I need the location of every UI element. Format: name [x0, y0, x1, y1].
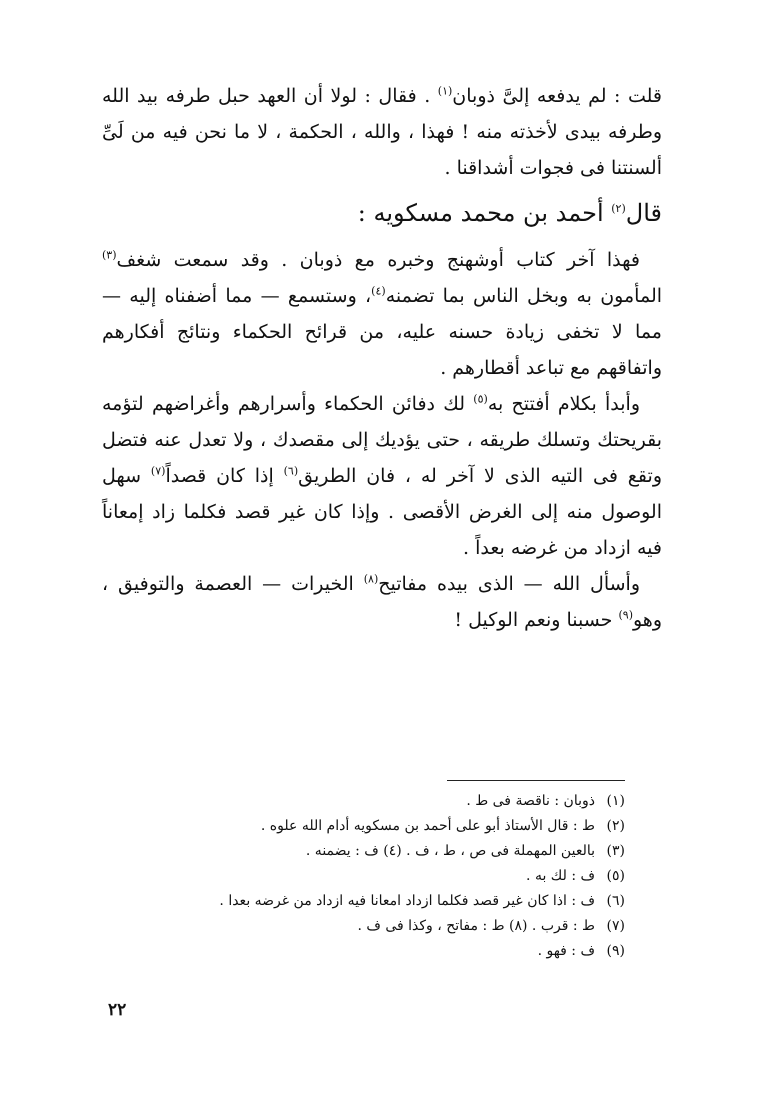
footnote-item — [105, 814, 625, 839]
p3-text-b: لك دفائن الحكماء وأسرارهم وأغراضهم لتؤمه بقريحتك وتسلك طريقه ، حتى يؤديك إلى مقصدك ، ولا تعدل عنه فتضل وتقع فى التيه الذى لا آخر له ، فان الطريق — [102, 393, 662, 487]
paragraph-1 — [102, 78, 662, 186]
footnote-text: ذوبان : ناقصة فى ط . — [466, 793, 595, 809]
footnote-number: (٣) — [606, 843, 625, 859]
p3-text-a: وأبدأ بكلام أفتتح به — [487, 393, 641, 415]
footnote-ref-9: (٩) — [618, 608, 633, 622]
footnote-item — [105, 789, 625, 814]
footnote-ref-2: (٢) — [611, 202, 626, 215]
p3-text-c: إذا كان قصداً — [165, 465, 284, 487]
p3-text-d: سهل الوصول منه إلى الغرض الأقصى . وإذا كان غير قصد فكلما زاد إمعاناً فيه ازداد من غرضه بعداً . — [102, 465, 662, 559]
footnote-text: ط : قال الأستاذ أبو على أحمد بن مسكويه أدام الله علوه . — [260, 818, 595, 834]
footnote-text: ط : قرب . (٨) ط : مفاتح ، وكذا فى ف . — [357, 918, 595, 934]
paragraph-4 — [102, 566, 662, 638]
footnotes-list — [105, 789, 625, 964]
footnote-ref-1: (١) — [437, 84, 453, 98]
p1-text: قلت : لم يدفعه إلىَّ ذوبان — [452, 85, 662, 107]
section-heading — [102, 190, 662, 236]
p1-rest-text: . فقال : لولا أن العهد حبل طرفه بيد الله وطرفه بيدى لأخذته منه ! فهذا ، والله ، الحكمة ، لا ما نحن فيه من لَىِّ ألسنتنا فى فجوات أشداقنا . — [102, 85, 662, 179]
p4-text-a: وأسأل الله — الذى بيده مفاتيح — [378, 573, 640, 595]
p2-text-c: ، وستسمع — مما أضفناه إليه — مما لا تخفى زيادة حسنه عليه، من قرائح الحكماء ونتائج أفكارهم واتفاقهم مع تباعد أقطارهم . — [102, 285, 662, 379]
footnote-item — [105, 864, 625, 889]
footnote-item — [105, 939, 625, 964]
footnote-number: (٥) — [606, 868, 625, 884]
footnote-ref-5: (٥) — [473, 392, 488, 406]
footnote-item — [105, 889, 625, 914]
footnote-number: (٦) — [606, 893, 625, 909]
footnote-text: ف : اذا كان غير قصد فكلما ازداد امعانا فيه ازداد من غرضه بعدا . — [219, 893, 595, 909]
p2-text-b: المأمون به وبخل الناس بما تضمنه — [385, 285, 663, 307]
footnote-number: (٩) — [606, 943, 625, 959]
heading-part-b: أحمد بن محمد مسكويه : — [357, 199, 612, 227]
page-number: ٢٢ — [108, 1000, 127, 1020]
footnote-number: (١) — [606, 793, 625, 809]
main-text — [102, 78, 662, 638]
footnote-number: (٧) — [606, 918, 625, 934]
footnote-ref-4: (٤) — [371, 284, 386, 298]
heading-part-a: قال — [625, 199, 662, 227]
footnote-text: بالعين المهملة فى ص ، ط ، ف . (٤) ف : يضمنه . — [305, 843, 595, 859]
footnote-text: ف : فهو . — [537, 943, 595, 959]
p2-text-a: فهذا آخر كتاب أوشهنج وخبره مع ذوبان . وقد سمعت شغف — [116, 249, 640, 271]
footnote-ref-8: (٨) — [363, 572, 379, 586]
footnote-number: (٢) — [606, 818, 625, 834]
footnote-item — [105, 914, 625, 939]
footnote-ref-6: (٦) — [283, 464, 299, 478]
paragraph-3 — [102, 386, 662, 566]
footnote-ref-3: (٣) — [102, 248, 117, 262]
footnote-divider — [447, 780, 625, 781]
footnote-text: ف : لك به . — [526, 868, 595, 884]
footnote-ref-7: (٧) — [150, 464, 166, 478]
p4-text-c: حسبنا ونعم الوكيل ! — [454, 609, 619, 631]
p4-text-b: الخيرات — العصمة والتوفيق ، وهو — [102, 573, 662, 631]
footnote-item — [105, 839, 625, 864]
paragraph-2 — [102, 242, 662, 386]
